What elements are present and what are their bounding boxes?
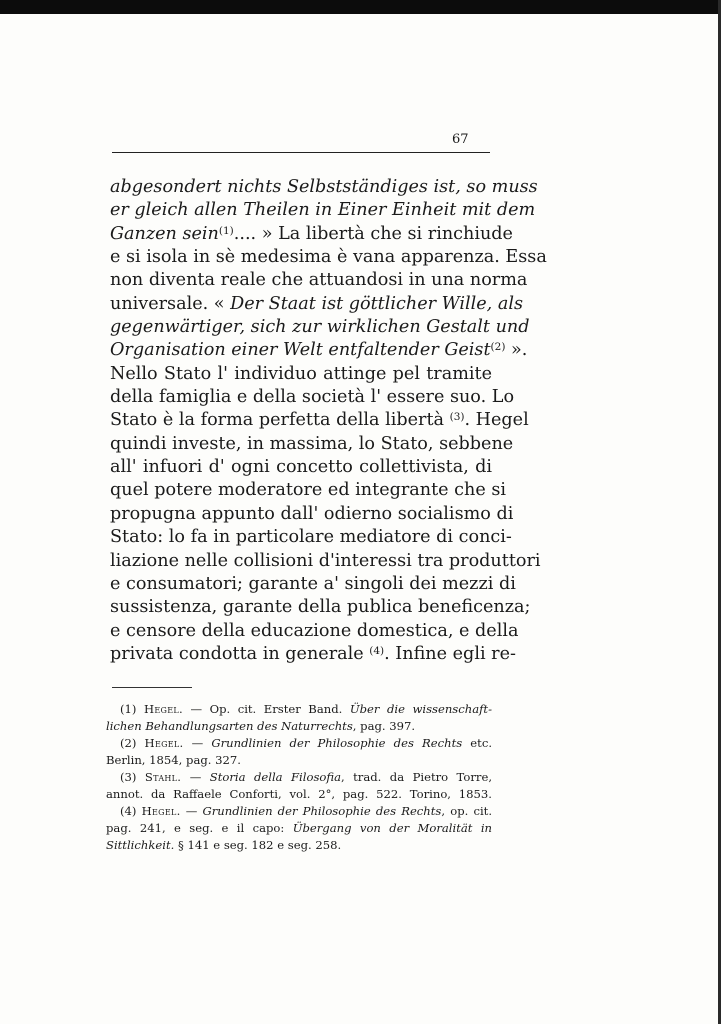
quote-text: Ganzen sein	[110, 223, 219, 244]
footnote-title: Grundlinien der Philosophie des Rechts	[211, 736, 463, 750]
footnote-rule	[112, 687, 192, 688]
text-line	[110, 293, 524, 316]
footnote-2	[106, 735, 492, 752]
text-line: propugna appunto dall' odierno socialismo di	[110, 503, 514, 524]
text-line: e censore della educazione domestica, e della	[110, 620, 519, 641]
footnote-2-cont: Berlin, 1854, pag. 327.	[106, 753, 241, 767]
footnote-1	[106, 701, 492, 718]
footnote-3	[106, 769, 492, 786]
text-run: universale. «	[110, 293, 231, 314]
footnote-3-cont: annot. da Raffaele Conforti, vol. 2°, pag. 522. Torino, 1853.	[106, 787, 492, 801]
footnote-text: § 141 e seg. 182 e seg. 258.	[174, 838, 342, 852]
footnote-text: etc.	[462, 736, 493, 750]
footnote-author: Hegel.	[141, 804, 181, 818]
text-line: e consumatori; garante a' singoli dei mezzi di	[110, 573, 516, 594]
text-line: quel potere moderatore ed integrante che si	[110, 480, 507, 501]
footnote-text: — Op. cit. Erster Band.	[182, 702, 350, 716]
text-run: . Infine egli re-	[384, 643, 516, 664]
footnote-title: Storia della Filosofia	[209, 770, 342, 784]
footnote-author: Hegel.	[144, 736, 184, 750]
text-run: ».	[505, 340, 528, 361]
footnote-text: —	[183, 736, 212, 750]
text-run: Stato è la forma perfetta della libertà	[110, 410, 450, 431]
text-line: er gleich allen Theilen in Einer Einheit mit dem	[110, 200, 536, 221]
footnote-text: pag. 241, e seg. e il capo:	[106, 821, 293, 835]
quote-text: Organisation einer Welt entfaltender Geist	[110, 340, 491, 361]
text-run: privata condotta in generale	[110, 643, 370, 664]
footnote-text: , pag. 397.	[352, 719, 416, 733]
scan-top-border	[0, 0, 721, 14]
page-number: 67	[452, 132, 469, 147]
footnote-number: (1)	[120, 702, 144, 716]
footnote-ref: (2)	[490, 341, 506, 354]
text-line: quindi investe, in massima, lo Stato, sebbene	[110, 433, 514, 454]
footnote-4	[106, 803, 492, 820]
footnote-number: (2)	[120, 736, 145, 750]
footnote-text: , op. cit.	[441, 804, 492, 818]
text-run: .... » La libertà che si rinchiude	[233, 223, 513, 244]
footnote-1-cont	[106, 718, 492, 735]
main-text	[110, 176, 547, 666]
footnote-title: Sittlichkeit.	[106, 838, 175, 852]
footnote-text: , trad. da Pietro Torre,	[341, 770, 493, 784]
header-rule	[112, 152, 490, 153]
text-line: liazione nelle collisioni d'interessi tra produttori	[110, 550, 541, 571]
footnotes	[106, 701, 492, 854]
text-line: all' infuori d' ogni concetto collettivista, di	[110, 457, 492, 478]
footnote-title: lichen Behandlungsarten des Naturrechts	[106, 719, 353, 733]
text-line: e si isola in sè medesima è vana apparenza. Essa	[110, 247, 547, 268]
text-run: . Hegel	[464, 410, 529, 431]
footnote-title: Über die wissenschaft-	[349, 702, 493, 716]
text-line: della famiglia e della società l' essere suo. Lo	[110, 387, 515, 408]
text-line: Nello Stato l' individuo attinge pel tramite	[110, 363, 492, 384]
footnote-4-cont2	[106, 837, 492, 854]
text-line	[110, 223, 513, 246]
text-line: sussistenza, garante della publica beneficenza;	[110, 597, 531, 618]
footnote-text: —	[180, 804, 203, 818]
text-line	[110, 409, 529, 432]
footnote-4-cont	[106, 820, 492, 837]
footnote-ref: (1)	[218, 224, 234, 237]
footnote-number: (3)	[120, 770, 145, 784]
text-line: Stato: lo fa in particolare mediatore di conci-	[110, 527, 512, 548]
quote-text: Der Staat ist göttlicher Wille, als	[230, 293, 524, 314]
text-line	[110, 339, 528, 362]
footnote-author: Hegel.	[143, 702, 183, 716]
footnote-title: Grundlinien der Philosophie des Rechts	[202, 804, 442, 818]
footnote-ref: (3)	[449, 411, 465, 424]
footnote-title: Übergang von der Moralität in	[292, 821, 492, 835]
text-line	[110, 643, 516, 666]
footnote-text: —	[181, 770, 210, 784]
footnote-number: (4)	[120, 804, 142, 818]
text-line: non diventa reale che attuandosi in una norma	[110, 270, 528, 291]
footnote-ref: (4)	[369, 644, 385, 657]
text-line: gegenwärtiger, sich zur wirklichen Gestalt und	[110, 317, 530, 338]
footnote-author: Stahl.	[144, 770, 182, 784]
text-line: abgesondert nichts Selbstständiges ist, so muss	[110, 177, 538, 197]
